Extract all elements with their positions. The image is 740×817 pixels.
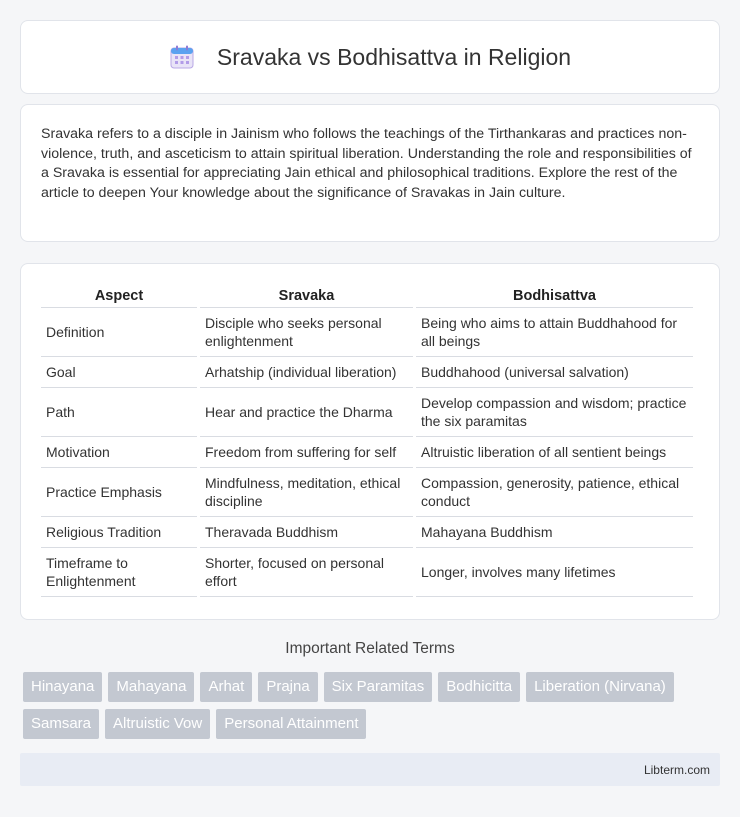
table-row — [41, 388, 693, 437]
tag-liberation-nirvana[interactable]: Liberation (Nirvana) — [526, 672, 674, 702]
aspect-cell: Practice Emphasis — [41, 468, 197, 517]
bodhisattva-cell: Develop compassion and wisdom; practice the six paramitas — [416, 388, 693, 437]
bodhisattva-cell: Compassion, generosity, patience, ethical conduct — [416, 468, 693, 517]
table-row — [41, 308, 693, 357]
bodhisattva-cell: Altruistic liberation of all sentient beings — [416, 437, 693, 468]
table-row — [41, 517, 693, 548]
tag-bodhicitta[interactable]: Bodhicitta — [438, 672, 520, 702]
tag-mahayana[interactable]: Mahayana — [108, 672, 194, 702]
sravaka-cell: Mindfulness, meditation, ethical discipline — [200, 468, 413, 517]
footer-site-link[interactable]: Libterm.com — [643, 763, 710, 777]
sravaka-cell: Freedom from suffering for self — [200, 437, 413, 468]
aspect-cell: Definition — [41, 308, 197, 357]
calendar-icon — [169, 44, 195, 70]
sravaka-cell: Hear and practice the Dharma — [200, 388, 413, 437]
header-sravaka: Sravaka — [200, 286, 413, 308]
sravaka-cell: Arhatship (individual liberation) — [200, 357, 413, 388]
aspect-cell: Goal — [41, 357, 197, 388]
aspect-cell: Path — [41, 388, 197, 437]
tag-personal-attainment[interactable]: Personal Attainment — [216, 709, 366, 739]
comparison-table — [38, 286, 696, 597]
table-row — [41, 357, 693, 388]
sravaka-cell: Shorter, focused on personal effort — [200, 548, 413, 597]
aspect-cell: Religious Tradition — [41, 517, 197, 548]
aspect-cell: Motivation — [41, 437, 197, 468]
intro-text: Sravaka refers to a disciple in Jainism who follows the teachings of the Tirthankaras and practices non-violence, truth, and asceticism to attain spiritual liberation. Understanding the role and responsibilities of a Sravaka is essential for appreciating Jain ethical and philosophical traditions. Explore the rest of the article to deepen Your knowledge about the significance of Sravakas in Jain culture. — [41, 126, 692, 201]
bodhisattva-cell: Buddhahood (universal salvation) — [416, 357, 693, 388]
table-header-row — [41, 286, 693, 308]
title-card — [20, 20, 720, 94]
aspect-cell: Timeframe to Enlightenment — [41, 548, 197, 597]
comparison-card — [20, 263, 720, 620]
bodhisattva-cell: Mahayana Buddhism — [416, 517, 693, 548]
bodhisattva-cell: Being who aims to attain Buddhahood for all beings — [416, 308, 693, 357]
header-aspect: Aspect — [41, 286, 197, 308]
page-title: Sravaka vs Bodhisattva in Religion — [216, 43, 572, 70]
table-row — [41, 548, 693, 597]
tag-hinayana[interactable]: Hinayana — [23, 672, 102, 702]
sravaka-cell: Disciple who seeks personal enlightenment — [200, 308, 413, 357]
header-bodhisattva: Bodhisattva — [416, 286, 693, 308]
tag-samsara[interactable]: Samsara — [23, 709, 99, 739]
related-terms-title: Important Related Terms — [285, 640, 455, 657]
tag-altruistic-vow[interactable]: Altruistic Vow — [105, 709, 210, 739]
tag-arhat[interactable]: Arhat — [200, 672, 252, 702]
bodhisattva-cell: Longer, involves many lifetimes — [416, 548, 693, 597]
intro-card — [20, 104, 720, 242]
related-terms-list — [23, 672, 723, 746]
sravaka-cell: Theravada Buddhism — [200, 517, 413, 548]
table-row — [41, 437, 693, 468]
footer — [20, 753, 720, 786]
tag-six-paramitas[interactable]: Six Paramitas — [324, 672, 433, 702]
table-row — [41, 468, 693, 517]
tag-prajna[interactable]: Prajna — [258, 672, 317, 702]
